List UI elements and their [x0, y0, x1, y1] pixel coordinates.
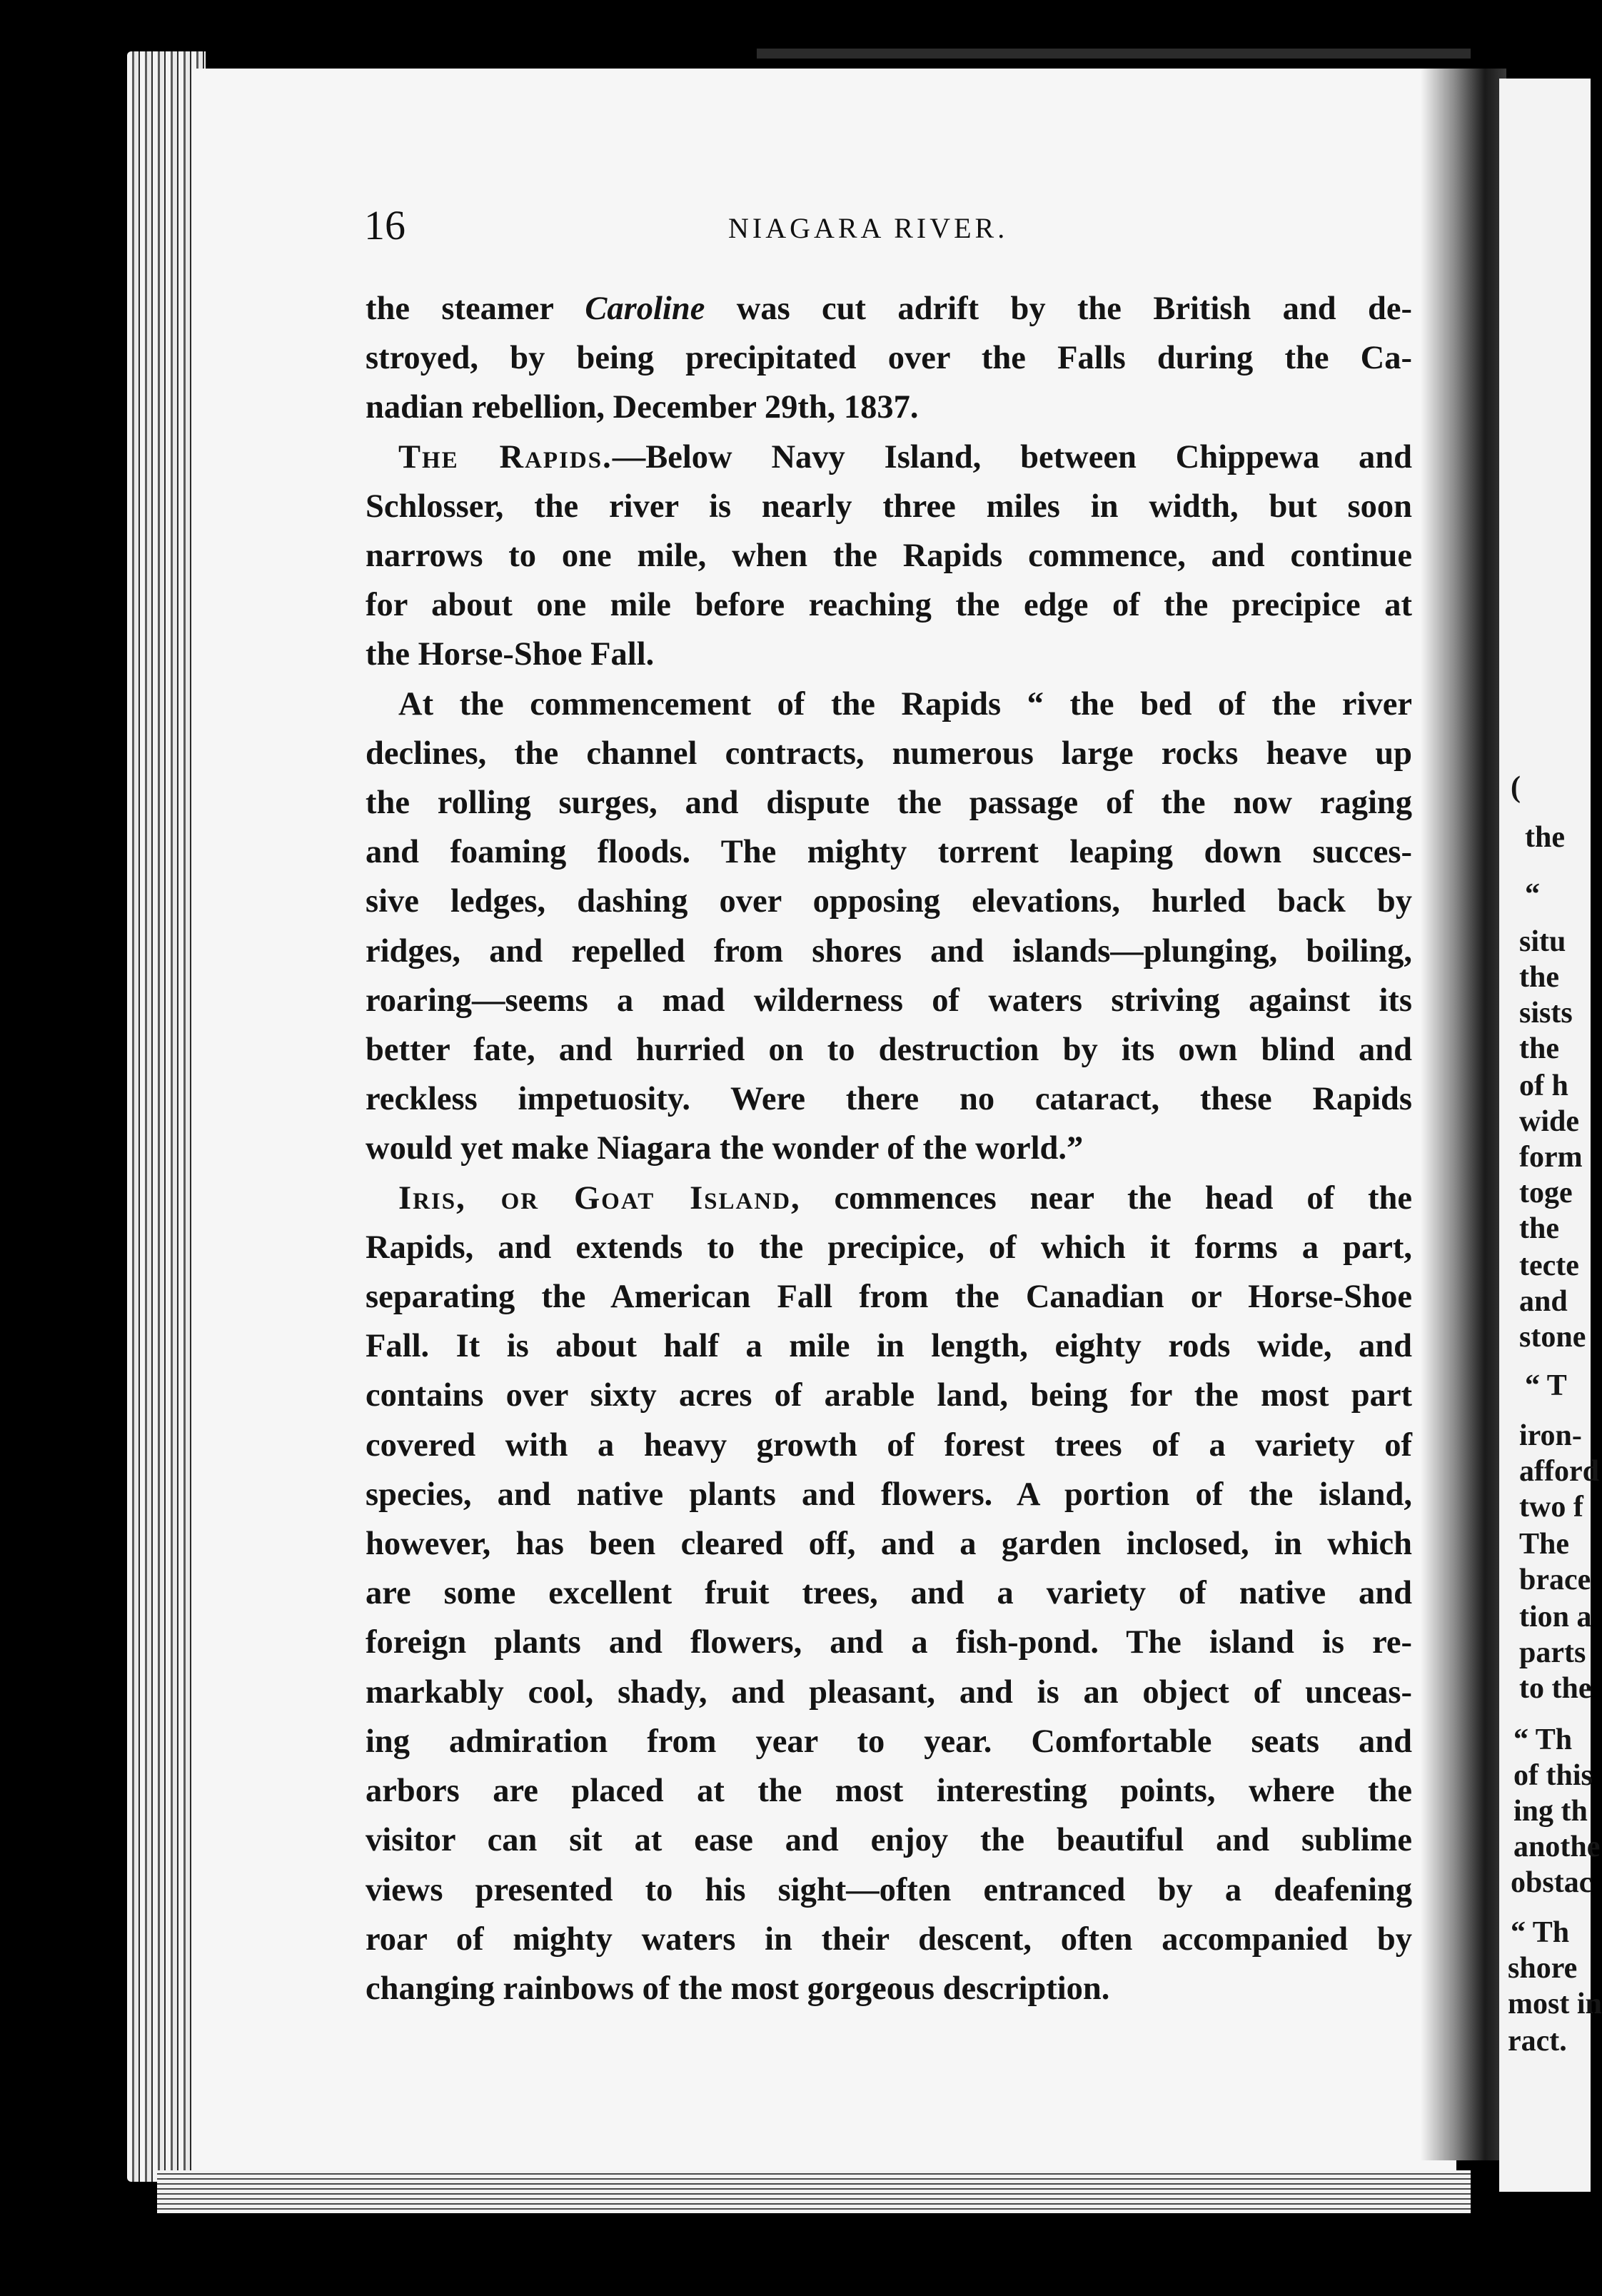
- facing-page-fragment: tion a: [1519, 1601, 1592, 1633]
- text-run: —Below Navy Island, between Chippewa and: [612, 438, 1412, 475]
- text-line: [366, 1174, 1412, 1223]
- facing-page-fragment: afford: [1519, 1455, 1599, 1488]
- text-line: [366, 1816, 1412, 1865]
- text-line: [366, 1717, 1412, 1766]
- text-run: roaring—seems a mad wilderness of waters striving against its: [366, 982, 1412, 1019]
- text-line: [366, 976, 1412, 1025]
- facing-page-fragment: most in: [1508, 1988, 1602, 2020]
- text-run: would yet make Niagara the wonder of the world.”: [366, 1130, 1084, 1167]
- text-run: visitor can sit at ease and enjoy the beautiful and sublime: [366, 1822, 1412, 1859]
- text-line: [366, 630, 1412, 679]
- text-run: covered with a heavy growth of forest trees of a variety of: [366, 1426, 1412, 1464]
- text-line: [366, 1766, 1412, 1816]
- text-run: the steamer: [366, 291, 585, 327]
- facing-page-fragment: stone: [1519, 1321, 1586, 1354]
- text-run: separating the American Fall from the Canadian or Horse-Shoe: [366, 1279, 1412, 1316]
- facing-page-fragment: obstac: [1511, 1866, 1593, 1899]
- text-run: commences near the head of the: [800, 1179, 1412, 1217]
- text-run: Iris, or Goat Island,: [398, 1179, 801, 1217]
- facing-page-fragment: the: [1525, 821, 1565, 854]
- body-text: [366, 284, 1412, 2013]
- text-run: sive ledges, dashing over opposing elevations, hurled back by: [366, 883, 1412, 920]
- text-line: [366, 1371, 1412, 1420]
- text-run: reckless impetuosity. Were there no cataract, these Rapids: [366, 1081, 1412, 1118]
- text-line: [366, 927, 1412, 976]
- text-line: [366, 531, 1412, 580]
- text-line: [366, 333, 1412, 383]
- text-line: [366, 877, 1412, 926]
- text-line: [366, 1124, 1412, 1173]
- facing-page-fragment: “ Th: [1511, 1916, 1570, 1949]
- text-run: narrows to one mile, when the Rapids commence, and continue: [366, 538, 1412, 575]
- text-line: [366, 1964, 1412, 2013]
- facing-page-fragment: to the: [1519, 1672, 1592, 1705]
- text-line: [366, 680, 1412, 729]
- text-line: [366, 1915, 1412, 1964]
- facing-page-fragment: of this: [1513, 1759, 1593, 1792]
- text-line: [366, 1519, 1412, 1569]
- facing-page-fragment: the: [1519, 961, 1559, 994]
- text-run: better fate, and hurried on to destruction by its own blind and: [366, 1032, 1412, 1069]
- text-line: [366, 1223, 1412, 1272]
- text-run: contains over sixty acres of arable land, being for the most part: [366, 1377, 1412, 1414]
- text-run: ing admiration from year to year. Comfortable seats and: [366, 1723, 1412, 1760]
- facing-page-fragment: iron-: [1519, 1419, 1582, 1452]
- facing-page-fragment: the: [1519, 1032, 1559, 1065]
- text-run: At the commencement of the Rapids “ the bed of the river: [398, 685, 1412, 722]
- running-head: NIAGARA RIVER.: [728, 212, 1009, 244]
- text-run: changing rainbows of the most gorgeous description.: [366, 1970, 1110, 2007]
- facing-page-fragment: The: [1519, 1528, 1570, 1561]
- facing-page-fragment: “ T: [1525, 1369, 1567, 1402]
- facing-page-fragment: “: [1525, 878, 1540, 911]
- text-line: [366, 729, 1412, 778]
- facing-page-fragment: wide: [1519, 1105, 1579, 1138]
- facing-page-fragment: (: [1511, 771, 1521, 804]
- book-top-edge: [757, 49, 1471, 59]
- text-line: [366, 1618, 1412, 1667]
- text-run: the Horse-Shoe Fall.: [366, 636, 655, 673]
- facing-page-fragment: “ Th: [1513, 1723, 1573, 1756]
- text-run: roar of mighty waters in their descent, often accompanied by: [366, 1920, 1412, 1958]
- text-line: [366, 827, 1412, 877]
- facing-page-fragment: form: [1519, 1141, 1583, 1174]
- page-number: 16: [364, 202, 405, 248]
- text-run: Schlosser, the river is nearly three miles in width, but soon: [366, 488, 1412, 525]
- text-run: Rapids, and extends to the precipice, of which it forms a part,: [366, 1229, 1412, 1266]
- text-line: [366, 1321, 1412, 1371]
- book-spine-shadow: [1421, 69, 1506, 2160]
- facing-page-fragment: anothe: [1513, 1831, 1601, 1863]
- facing-page-fragment: tecte: [1519, 1249, 1579, 1282]
- facing-page-fragment: ing th: [1513, 1795, 1588, 1828]
- text-run: for about one mile before reaching the edge of the precipice at: [366, 587, 1412, 624]
- facing-page-fragment: toge: [1519, 1177, 1573, 1209]
- text-run: however, has been cleared off, and a garden inclosed, in which: [366, 1526, 1412, 1563]
- facing-page-fragment: and: [1519, 1285, 1568, 1318]
- facing-page-fragment: brace: [1519, 1564, 1591, 1596]
- text-run: Caroline: [585, 291, 705, 327]
- facing-page-fragment: situ: [1519, 925, 1566, 958]
- facing-page-fragment: two f: [1519, 1491, 1583, 1524]
- text-line: [366, 1569, 1412, 1618]
- text-run: markably cool, shady, and pleasant, and is an object of unceas-: [366, 1673, 1412, 1711]
- facing-page-fragment: ract.: [1508, 2025, 1567, 2058]
- facing-page-fragment: of h: [1519, 1069, 1568, 1102]
- text-run: species, and native plants and flowers. A portion of the island,: [366, 1476, 1412, 1513]
- facing-page-fragment: parts: [1519, 1636, 1586, 1669]
- text-run: the rolling surges, and dispute the passage of the now raging: [366, 785, 1412, 822]
- text-run: arbors are placed at the most interesting points, where the: [366, 1773, 1412, 1810]
- text-line: [366, 1668, 1412, 1717]
- text-run: The Rapids.: [398, 438, 613, 475]
- text-run: ridges, and repelled from shores and islands—plunging, boiling,: [366, 932, 1412, 970]
- facing-page-fragment: shore: [1508, 1952, 1578, 1985]
- facing-page-fragment: the: [1519, 1212, 1559, 1245]
- text-run: declines, the channel contracts, numerous large rocks heave up: [366, 735, 1412, 772]
- text-line: [366, 1025, 1412, 1074]
- text-line: [366, 1272, 1412, 1321]
- text-line: [366, 383, 1412, 432]
- text-line: [366, 1421, 1412, 1470]
- text-line: [366, 284, 1412, 333]
- text-line: [366, 778, 1412, 827]
- text-run: was cut adrift by the British and de-: [705, 291, 1412, 327]
- text-line: [366, 433, 1412, 482]
- text-line: [366, 1074, 1412, 1124]
- page-stack-bottom: [157, 2170, 1471, 2213]
- text-run: are some excellent fruit trees, and a variety of native and: [366, 1575, 1412, 1612]
- facing-page-fragment: sists: [1519, 997, 1573, 1029]
- text-line: [366, 482, 1412, 531]
- text-run: and foaming floods. The mighty torrent leaping down succes-: [366, 834, 1412, 871]
- text-run: nadian rebellion, December 29th, 1837.: [366, 389, 919, 426]
- facing-page: [1499, 79, 1602, 2192]
- text-line: [366, 1866, 1412, 1915]
- text-line: [366, 580, 1412, 630]
- text-run: foreign plants and flowers, and a fish-pond. The island is re-: [366, 1624, 1412, 1661]
- text-run: Fall. It is about half a mile in length, eighty rods wide, and: [366, 1328, 1412, 1365]
- text-run: views presented to his sight—often entranced by a deafening: [366, 1871, 1412, 1908]
- text-run: stroyed, by being precipitated over the Falls during the Ca-: [366, 340, 1412, 377]
- text-line: [366, 1470, 1412, 1519]
